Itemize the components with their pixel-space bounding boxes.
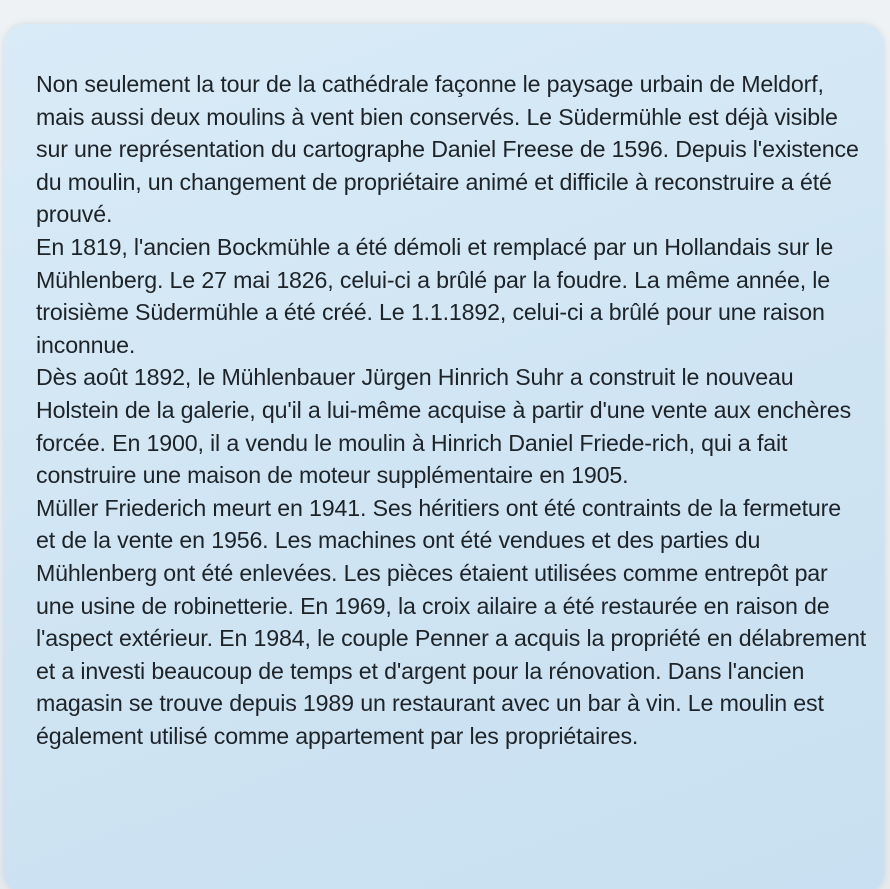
text-block	[36, 68, 866, 752]
paragraph-2: En 1819, l'ancien Bockmühle a été démoli et remplacé par un Hollandais sur le Mühlenberg. Le 27 mai 1826, celui-ci a brûlé par la foudre. La même année, le troisième Südermühle a été créé. Le 1.1.1892, celui-ci a brûlé pour une raison inconnue.	[36, 233, 834, 358]
paragraph-3: Dès août 1892, le Mühlenbauer Jürgen Hinrich Suhr a construit le nouveau Holstein de la galerie, qu'il a lui-même acquise à partir d'une vente aux enchères forcée. En 1900, il a vendu le moulin à Hinrich Daniel Friede-rich, qui a fait construire une maison de moteur supplémentaire en 1905.	[36, 364, 852, 489]
paragraph-4: Müller Friederich meurt en 1941. Ses héritiers ont été contraints de la fermeture et de la vente en 1956. Les machines ont été vendues et des parties du Mühlenberg ont été enlevées. Les pièces étaient utilisées comme entrepôt par une usine de robinetterie. En 1969, la croix ailaire a été restaurée en raison de l'aspect extérieur. En 1984, le couple Penner a acquis la propriété en délabrement et a investi beaucoup de temps et d'argent pour la rénovation. Dans l'ancien magasin se trouve depuis 1989 un restaurant avec un bar à vin. Le moulin est également utilisé comme appartement par les propriétaires.	[36, 494, 866, 749]
paragraph-1: Non seulement la tour de la cathédrale façonne le paysage urbain de Meldorf, mais aussi deux moulins à vent bien conservés. Le Südermühle est déjà visible sur une représentation du cartographe Daniel Freese de 1596. Depuis l'existence du moulin, un changement de propriétaire animé et difficile à reconstruire a été prouvé.	[36, 71, 859, 228]
